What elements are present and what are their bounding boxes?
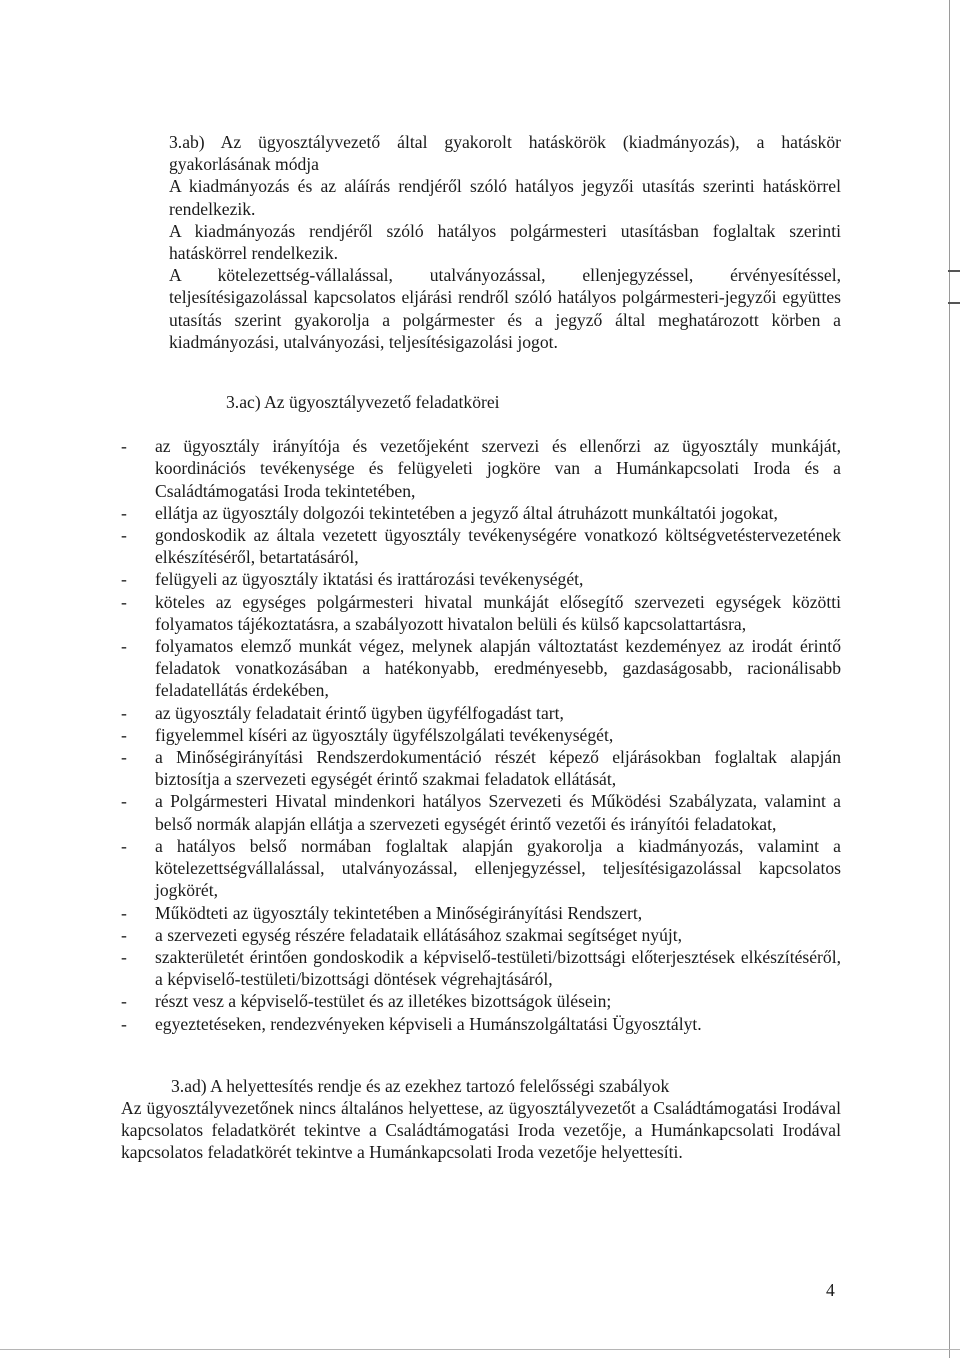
list-item-text: az ügyosztály irányítója és vezetőjeként szervezi és ellenőrzi az ügyosztály munkáját, koordinációs tevékenysége és felügyeleti jogköre van a Humánkapcsolati Iroda és a Családtámogatási Iroda tekintetében, xyxy=(155,436,841,501)
list-item-text: a Polgármesteri Hivatal mindenkori hatályos Szervezeti és Működési Szabályzata, valamint a belső normák alapján ellátja a szervezeti egységét érintő vezetői és irányítói feladatokat, xyxy=(155,791,841,834)
list-item-text: figyelemmel kíséri az ügyosztály ügyfélszolgálati tevékenységét, xyxy=(155,724,614,745)
scan-bottom-line xyxy=(0,1349,960,1350)
bullet-dash: - xyxy=(121,724,127,745)
section-ab-paragraph-2: A kiadmányozás rendjéről szóló hatályos polgármesteri utasításban foglaltak szerinti hatáskörrel rendelkezik. xyxy=(169,220,841,264)
bullet-dash: - xyxy=(121,924,127,945)
list-item xyxy=(121,946,841,990)
bullet-dash: - xyxy=(121,991,127,1012)
list-item-text: részt vesz a képviselő-testület és az illetékes bizottságok ülésein; xyxy=(155,991,612,1012)
bullet-dash: - xyxy=(121,1013,127,1034)
list-item xyxy=(121,790,841,834)
bullet-dash: - xyxy=(121,835,127,856)
list-item xyxy=(121,502,841,524)
bullet-dash: - xyxy=(121,791,127,812)
list-item xyxy=(121,1013,841,1035)
list-item-text: a szervezeti egység részére feladataik ellátásához szakmai segítséget nyújt, xyxy=(155,924,683,945)
list-item-text: szakterületét érintően gondoskodik a képviselő-testületi/bizottsági előterjesztések elkészítéséről, a képviselő-testületi/bizottsági döntések végrehajtásáról, xyxy=(155,946,841,990)
list-item xyxy=(121,724,841,746)
list-item-text: folyamatos elemző munkát végez, melynek alapján változtatást kezdeményez az irodát érintő feladatok vonatkozásában a hatékonyabb, eredményesebb, gazdaságosabb, racionálisabb feladatellátás érdekében, xyxy=(155,636,841,701)
list-item-text: a hatályos belső normában foglaltak alapján gyakorolja a kiadmányozás, valamint a kötelezettségvállalással, utalványozással, ellenjegyzéssel, teljesítésigazolással kapcsolatos jogkörét, xyxy=(155,835,841,901)
bullet-dash: - xyxy=(121,525,127,546)
page-number: 4 xyxy=(826,1280,835,1300)
section-ad-heading: 3.ad) A helyettesítés rendje és az ezekhez tartozó felelősségi szabályok xyxy=(171,1075,670,1096)
list-item xyxy=(121,524,841,568)
bullet-dash: - xyxy=(121,702,127,723)
bullet-dash: - xyxy=(121,946,127,967)
list-item xyxy=(121,835,841,902)
bullet-dash: - xyxy=(121,436,127,457)
list-item-text: a Minőségirányítási Rendszerdokumentáció részét képező eljárásokban foglaltak alapján biztosítja a szervezeti egységét érintő szakmai feladatok ellátását, xyxy=(155,747,841,790)
list-item-text: egyeztetéseken, rendezvényeken képviseli a Humánszolgáltatási Ügyosztályt. xyxy=(155,1013,702,1034)
scan-edge-line xyxy=(949,0,950,1358)
document-content xyxy=(121,131,841,1164)
list-item-text: Működteti az ügyosztály tekintetében a Minőségirányítási Rendszert, xyxy=(155,902,643,923)
bullet-dash: - xyxy=(121,747,127,768)
list-item-text: felügyeli az ügyosztály iktatási és irattározási tevékenységét, xyxy=(155,569,584,590)
list-item-text: az ügyosztály feladatait érintő ügyben ügyfélfogadást tart, xyxy=(155,702,564,723)
duties-list xyxy=(121,435,841,1034)
section-ad-body: Az ügyosztályvezetőnek nincs általános helyettese, az ügyosztályvezetőt a Családtámogatási Irodával kapcsolatos feladatkörét tekintve a Családtámogatási Iroda vezetője, a Humánkapcsolati Irodával kapcsolatos feladatkörét tekintve a Humánkapcsolati Iroda vezetője helyettesíti. xyxy=(121,1097,841,1163)
bullet-dash: - xyxy=(121,591,127,612)
section-ac-heading: 3.ac) Az ügyosztályvezető feladatkörei xyxy=(226,392,500,413)
list-item xyxy=(121,591,841,635)
list-item xyxy=(121,435,841,502)
list-item xyxy=(121,702,841,724)
section-ab-heading: 3.ab) Az ügyosztályvezető által gyakorolt hatáskörök (kiadmányozás), a hatáskör gyakorlásának módja xyxy=(169,132,841,175)
list-item xyxy=(121,635,841,702)
scan-edge-tick xyxy=(948,302,960,304)
list-item xyxy=(121,902,841,924)
list-item xyxy=(121,568,841,590)
list-item xyxy=(121,990,841,1012)
list-item xyxy=(121,924,841,946)
section-ab-paragraph-3: A kötelezettség-vállalással, utalványozással, ellenjegyzéssel, érvényesítéssel, teljesítésigazolással kapcsolatos eljárási rendről szóló hatályos polgármesteri-jegyzői együttes utasítás szerint gyakorolja a polgármester és a jegyző által meghatározott körben a kiadmányozási, utalványozási, teljesítésigazolási jogot. xyxy=(169,265,841,352)
scan-edge-tick xyxy=(948,270,960,272)
list-item-text: gondoskodik az általa vezetett ügyosztály tevékenységére vonatkozó költségvetéstervezetének elkészítéséről, betartatásáról, xyxy=(155,525,841,568)
list-item-text: ellátja az ügyosztály dolgozói tekintetében a jegyző által átruházott munkáltatói jogokat, xyxy=(155,502,778,523)
list-item-text: köteles az egységes polgármesteri hivatal munkáját elősegítő szervezeti egységek közötti folyamatos tájékoztatásra, a szabályozott hivatalon belüli és külső kapcsolattartásra, xyxy=(155,591,841,634)
list-item xyxy=(121,746,841,790)
bullet-dash: - xyxy=(121,636,127,657)
section-ab-paragraph-1: A kiadmányozás és az aláírás rendjéről szóló hatályos jegyzői utasítás szerinti hatáskörrel rendelkezik. xyxy=(169,176,841,219)
bullet-dash: - xyxy=(121,502,127,523)
bullet-dash: - xyxy=(121,569,127,590)
bullet-dash: - xyxy=(121,902,127,923)
